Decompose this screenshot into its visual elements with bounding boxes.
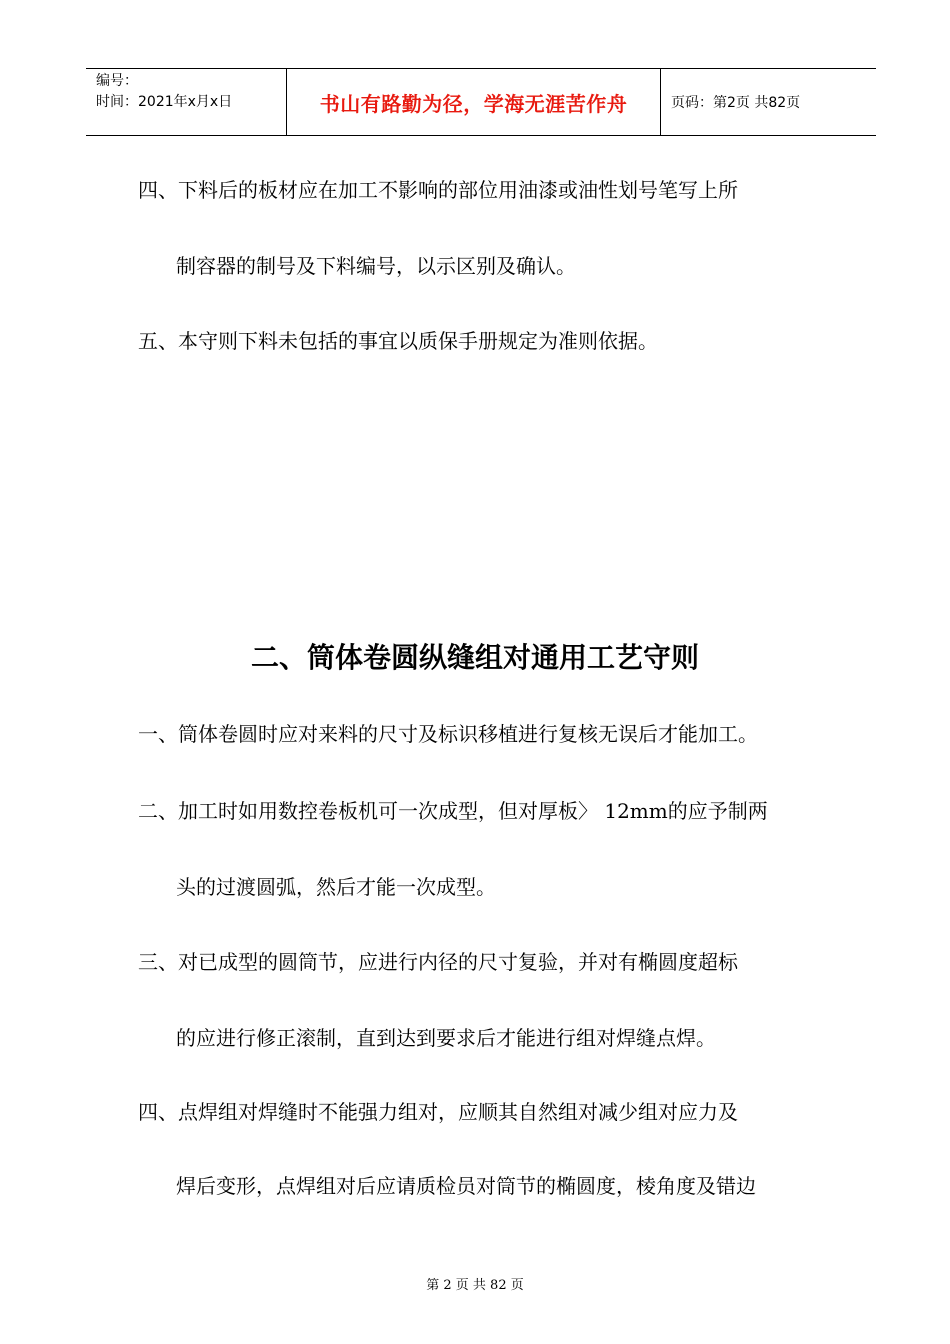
paragraph-line: 四、点焊组对焊缝时不能强力组对，应顺其自然组对减少组对应力及 (138, 1100, 738, 1124)
paragraph-line: 二、加工时如用数控卷板机可一次成型，但对厚板〉 12mm的应予制两 (138, 799, 768, 823)
section-title: 二、筒体卷圆纵缝组对通用工艺守则 (250, 641, 699, 674)
paragraph-line: 四、下料后的板材应在加工不影响的部位用油漆或油性划号笔写上所 (138, 178, 738, 202)
paragraph-line: 五、本守则下料未包括的事宜以质保手册规定为准则依据。 (138, 329, 658, 353)
document-number: 编号： (96, 73, 138, 89)
header-motto: 书山有路勤为径，学海无涯苦作舟 (287, 69, 661, 135)
paragraph-line: 三、对已成型的圆筒节，应进行内径的尺寸复验，并对有椭圆度超标 (138, 950, 738, 974)
header-meta (86, 69, 287, 135)
document-time: 时间：2021年x月x日 (96, 94, 233, 110)
paragraph-line: 的应进行修正滚制，直到达到要求后才能进行组对焊缝点焊。 (176, 1026, 716, 1050)
paragraph-line: 制容器的制号及下料编号，以示区别及确认。 (176, 254, 576, 278)
header-page-number: 页码：第2页 共82页 (671, 95, 801, 111)
paragraph-line: 头的过渡圆弧，然后才能一次成型。 (176, 875, 496, 899)
paragraph-line: 一、筒体卷圆时应对来料的尺寸及标识移植进行复核无误后才能加工。 (138, 722, 758, 746)
paragraph-line: 焊后变形，点焊组对后应请质检员对筒节的椭圆度，棱角度及错边 (176, 1174, 756, 1198)
page-header (86, 68, 876, 136)
page-footer: 第 2 页 共 82 页 (426, 1278, 524, 1293)
